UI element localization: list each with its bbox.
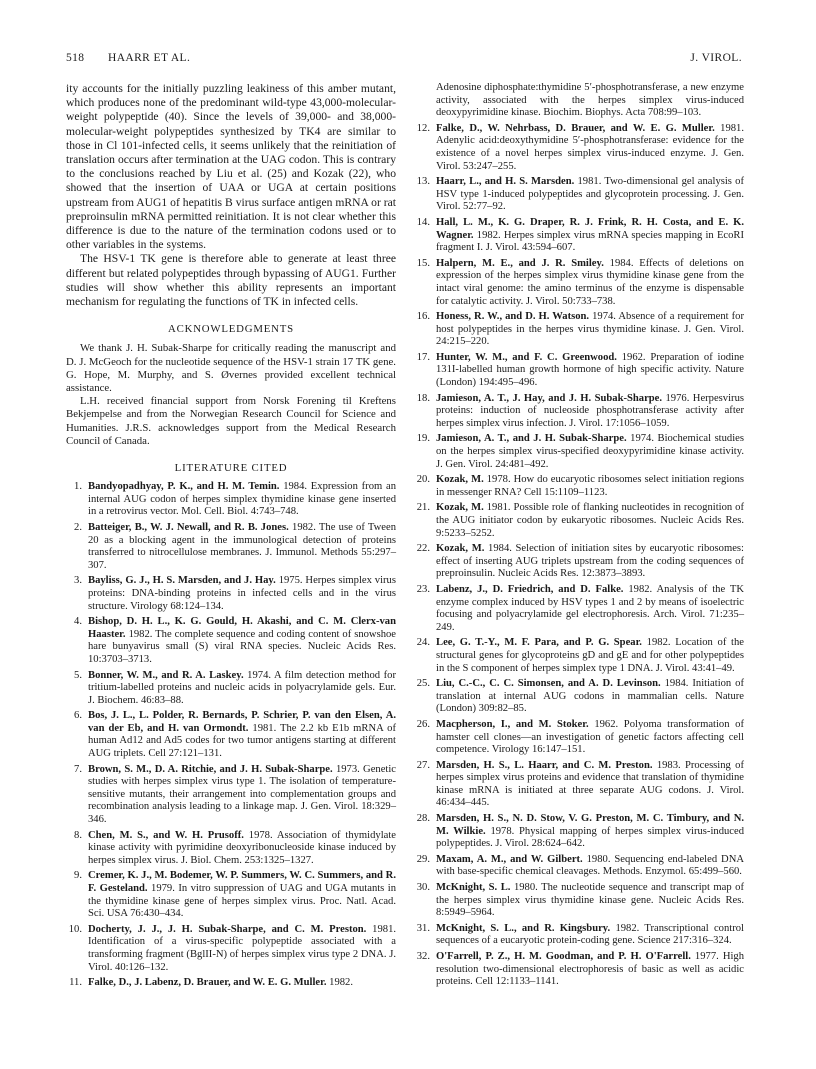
reference-item: 5. Bonner, W. M., and R. A. Laskey. 1974. A film detection method for tritium-labelled proteins and nucleic acids in polyacrylamide gels. Eur. J. Biochem. 46:83–88. xyxy=(74,669,396,706)
running-header xyxy=(66,52,742,68)
running-authors: HAARR ET AL. xyxy=(108,52,191,64)
reference-item: 2. Batteiger, B., W. J. Newall, and R. B. Jones. 1982. The use of Tween 20 as a blocking agent in the immunological detection of proteins transferred to nitrocellulose membranes. J. Immunol. Methods 55:297–307. xyxy=(74,521,397,571)
reference-item: 26. Macpherson, I., and M. Stoker. 1962. Polyoma transformation of hamster cell clones—an investigation of genetic factors affecting cell competence. Virology 16:147–151. xyxy=(416,718,744,756)
literature-cited-heading: LITERATURE CITED xyxy=(174,462,288,475)
reference-item: 7. Brown, S. M., D. A. Ritchie, and J. H. Subak-Sharpe. 1973. Genetic studies with herpes simplex virus type 1. The isolation of temperature-sensitive mutants, their arrangement into complementation groups and recombination analysis leading to a linkage map. J. Gen. Virol. 18:329–346. xyxy=(74,763,396,826)
journal-name: J. VIROL. xyxy=(690,52,742,64)
reference-item: 17. Hunter, W. M., and F. C. Greenwood. 1962. Preparation of iodine 131I-labelled human growth hormone of high specific activity. Nature (London) 194:495–496. xyxy=(416,351,744,389)
reference-item: 11. Falke, D., J. Labenz, D. Brauer, and W. E. G. Muller. 1982. xyxy=(69,977,353,989)
right-column xyxy=(414,82,744,992)
reference-item: 4. Bishop, D. H. L., K. G. Gould, H. Akashi, and C. M. Clerx-van Haaster. 1982. The complete sequence and coding content of snowshoe hare bunyavirus small (S) viral RNA species. Nucleic Acids Res. 10:3703–3713. xyxy=(74,616,397,665)
reference-item: 14. Hall, L. M., K. G. Draper, R. J. Frink, R. H. Costa, and E. K. Wagner. 1982. Herpes simplex virus mRNA species mapping in EcoRI fragment I. J. Virol. 43:594–607. xyxy=(416,216,745,254)
reference-item: 13. Haarr, L., and H. S. Marsden. 1981. Two-dimensional gel analysis of HSV type 1-induced polypeptides and glycoprotein processing. J. Gen. Virol. 52:77–92. xyxy=(416,176,744,213)
reference-item: 12. Falke, D., W. Nehrbass, D. Brauer, and W. E. G. Muller. 1981. Adenylic acid:deoxythymidine 5′-phosphotransferase: evidence for the existence of a novel herpes simplex virus-induced enzyme. J. Gen. Virol. 53:247–255. xyxy=(416,122,744,172)
reference-list xyxy=(66,481,396,990)
reference-item: 24. Lee, G. T.-Y., M. F. Para, and P. G. Spear. 1982. Location of the structural genes for glycoproteins gD and gE and for other polypeptides in the S component of herpes simplex type 1 DNA. J. Virol. 43:41–49. xyxy=(416,637,745,674)
left-column xyxy=(66,82,396,993)
reference-item: 27. Marsden, H. S., L. Haarr, and C. M. Preston. 1983. Processing of herpes simplex virus proteins and evidence that translation of thymidine kinase mRNA is initiated at three separate AUG codons. J. Virol. 46:434–445. xyxy=(416,759,744,809)
acknowledgments-heading: ACKNOWLEDGMENTS xyxy=(168,323,294,336)
reference-item: 28. Marsden, H. S., N. D. Stow, V. G. Preston, M. C. Timbury, and N. M. Wilkie. 1978. Physical mapping of herpes simplex virus-induced polypeptides. J. Virol. 28:624–642. xyxy=(416,813,744,850)
reference-item: 9. Cremer, K. J., M. Bodemer, W. P. Summers, W. C. Summers, and R. F. Gesteland. 1979. In vitro suppression of UAG and UGA mutants in the thymidine kinase gene of herpes simplex virus. Proc. Natl. Acad. Sci. USA 76:430–434. xyxy=(74,870,396,920)
reference-item: 29. Maxam, A. M., and W. Gilbert. 1980. Sequencing end-labeled DNA with base-specific chemical cleavages. Methods. Enzymol. 65:499–560. xyxy=(416,853,744,878)
acknowledgment-paragraph: L.H. received financial support from Norsk Forening til Kreftens Bekjempelse and from the Norwegian Research Council for Science and Humanities. J.R.S. acknowledges support from the Medical Research Council of Canada. xyxy=(66,395,396,447)
reference-item: 8. Chen, M. S., and W. H. Prusoff. 1978. Association of thymidylate kinase activity with pyrimidine deoxyribonucleoside kinase induced by herpes simplex virus. J. Biol. Chem. 253:1325–1327. xyxy=(74,829,396,866)
page-number: 518 xyxy=(66,52,85,64)
reference-list xyxy=(414,123,744,989)
reference-item: 20. Kozak, M. 1978. How do eucaryotic ribosomes select initiation regions in messenger RNA? Cell 15:1109–1123. xyxy=(416,474,744,498)
reference-item: 31. McKnight, S. L., and R. Kingsbury. 1982. Transcriptional control sequences of a eucaryotic protein-coding gene. Science 217:316–324. xyxy=(416,922,744,947)
reference-item: 19. Jamieson, A. T., and J. H. Subak-Sharpe. 1974. Biochemical studies on the herpes simplex virus-specified deoxypyrimidine kinase activity. J. Gen. Virol. 24:481–492. xyxy=(416,433,744,470)
acknowledgment-paragraph: We thank J. H. Subak-Sharpe for critically reading the manuscript and D. J. McGeoch for the nucleotide sequence of the HSV-1 strain 17 TK gene. G. Hope, M. Murphy, and S. Øvernes provided excellent technical assistance. xyxy=(66,342,396,395)
reference-item: 23. Labenz, J., D. Friedrich, and D. Falke. 1982. Analysis of the TK enzyme complex induced by HSV types 1 and 2 by means of isoelectric focusing and polyacrylamide gel electrophoresis. Arch. Virol. 71:235–249. xyxy=(416,583,744,633)
reference-item: 16. Honess, R. W., and D. H. Watson. 1974. Absence of a requirement for host polypeptides in the herpes virus thymidine kinase. J. Gen. Virol. 24:215–220. xyxy=(416,311,744,348)
body-paragraph: The HSV-1 TK gene is therefore able to generate at least three different but related polypeptides through bypassing of AUG1. Further studies will show whether this ability represents an important mechanism for regulating the functions of TK in infected cells. xyxy=(66,252,396,309)
reference-item: 30. McKnight, S. L. 1980. The nucleotide sequence and transcript map of the herpes simplex virus thymidine kinase gene. Nucleic Acids Res. 8:5949–5964. xyxy=(416,882,744,919)
reference-item: 6. Bos, J. L., L. Polder, R. Bernards, P. Schrier, P. van den Elsen, A. van der Eb, and H. van Ormondt. 1981. The 2.2 kb E1b mRNA of human Ad12 and Ad5 codes for two tumor antigens starting at different AUG triplets. Cell 27:121–131. xyxy=(74,710,396,760)
reference-item: 18. Jamieson, A. T., J. Hay, and J. H. Subak-Sharpe. 1976. Herpesvirus proteins: induction of nucleoside phosphotransferase activity after herpes simplex virus infection. J. Virol. 17:1056–1059. xyxy=(416,392,744,429)
reference-item: 32. O'Farrell, P. Z., H. M. Goodman, and P. H. O'Farrell. 1977. High resolution two-dimensional electrophoresis of basic as well as acidic proteins. Cell 12:1133–1141. xyxy=(416,951,745,988)
reference-continuation: Adenosine diphosphate:thymidine 5′-phosphotransferase, a new enzyme activity, associated with the herpes simplex virus-induced deoxypyrimidine kinase. Biochim. Biophys. Acta 708:99–103. xyxy=(436,82,744,119)
reference-item: 1. Bandyopadhyay, P. K., and H. M. Temin. 1984. Expression from an internal AUG codon of herpes simplex thymidine kinase gene inserted in a retrovirus vector. Mol. Cell. Biol. 4:743–748. xyxy=(74,481,396,518)
reference-item: 3. Bayliss, G. J., H. S. Marsden, and J. Hay. 1975. Herpes simplex virus proteins: DNA-binding proteins in infected cells and in the virus structure. Virology 68:124–134. xyxy=(74,575,396,612)
reference-item: 25. Liu, C.-C., C. C. Simonsen, and A. D. Levinson. 1984. Initiation of translation at internal AUG codons in mammalian cells. Nature (London) 309:82–85. xyxy=(416,678,744,715)
reference-item: 15. Halpern, M. E., and J. R. Smiley. 1984. Effects of deletions on expression of the herpes simplex virus thymidine kinase gene from the intact viral genome: the amino terminus of the enzyme is dispensable for catalytic activity. J. Virol. 50:733–738. xyxy=(416,257,744,307)
body-paragraph: ity accounts for the initially puzzling leakiness of this amber mutant, which produces none of the predominant wild-type 43,000-molecular-weight polypeptide (40). Since the levels of 39,000- and 38,000-molecular-weight polypeptides synthesized by TK4 are similar to those in Cl 101-infected cells, it seems unlikely that the reinitiation of translation occurs after termination at the UAG codon. This is contrary to the conclusions reached by Liu et al. (25) and Kozak (22), who showed that the insertion of UAA or UGA at certain positions upstream from AUG1 of hepatitis B virus surface antigen mRNA or rat preproinsulin mRNA permitted reinitiation. It is not clear whether this difference is due to the nature of the termination codons used or to other variables in the systems. xyxy=(66,82,396,252)
reference-item: 10. Docherty, J. J., J. H. Subak-Sharpe, and C. M. Preston. 1981. Identification of a virus-specific polypeptide associated with a transforming fragment (BglII-N) of herpes simplex virus type 2 DNA. J. Virol. 40:126–132. xyxy=(68,923,397,973)
reference-item: 21. Kozak, M. 1981. Possible role of flanking nucleotides in recognition of the AUG initiator codon by eukaryotic ribosomes. Nucleic Acids Res. 9:5233–5252. xyxy=(416,502,744,539)
reference-item: 22. Kozak, M. 1984. Selection of initiation sites by eucaryotic ribosomes: effect of inserting AUG triplets upstream from the coding sequences of preproinsulin. Nucleic Acids Res. 12:3873–3893. xyxy=(416,543,744,580)
